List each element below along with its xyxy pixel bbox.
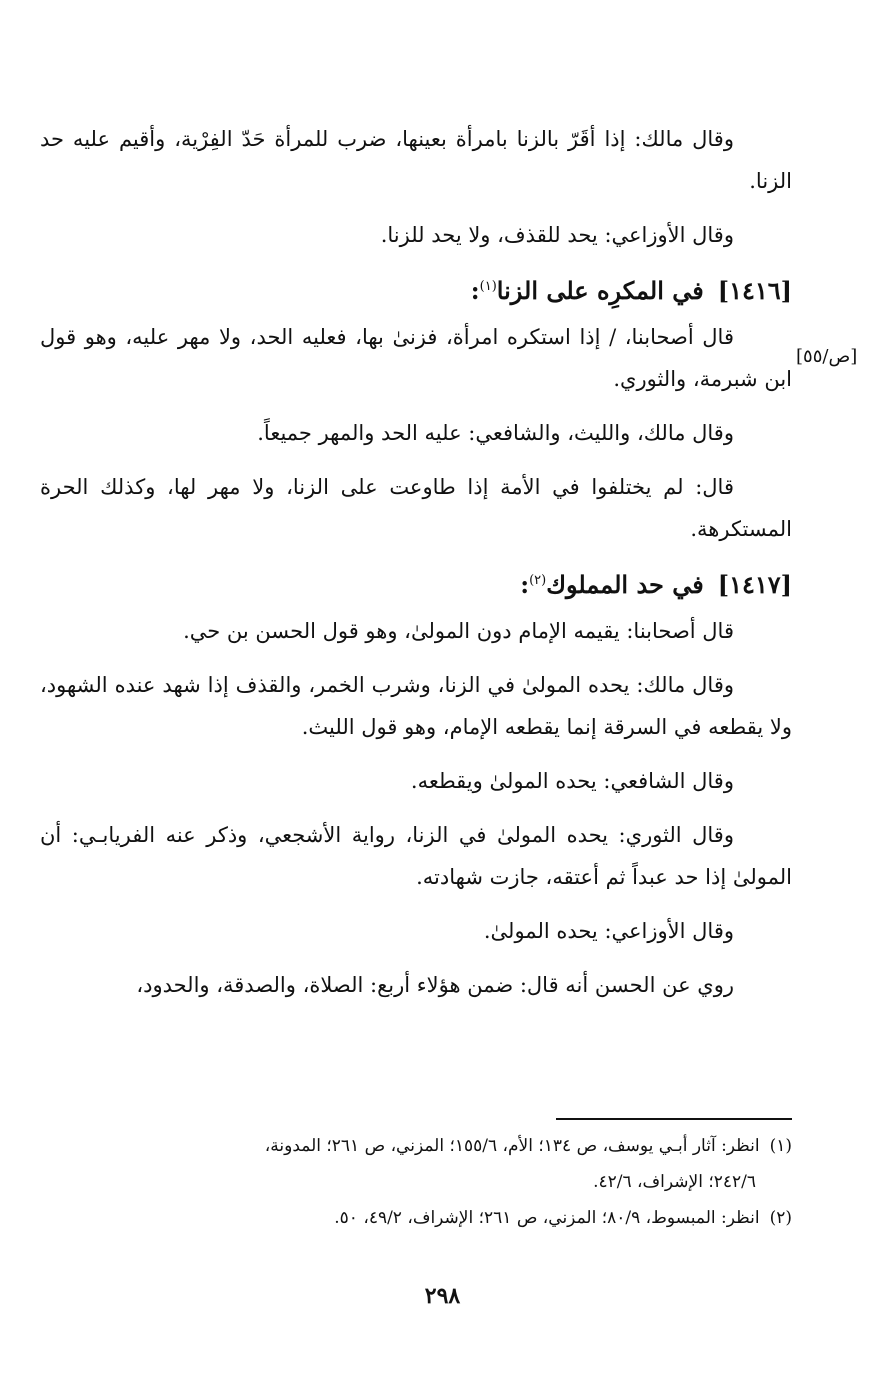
section-heading-1416 [40, 270, 792, 312]
footnote-separator [556, 1118, 792, 1120]
paragraph-malik-mawla: وقال مالك: يحده المولىٰ في الزنا، وشرب الخمر، والقذف إذا شهد عنده الشهود، ولا يقطعه في السرقة إنما يقطعه الإمام، وهو قول الليث. [40, 673, 792, 739]
footnote-ref-2: (٢) [529, 573, 547, 588]
footnote-2 [40, 1200, 792, 1236]
paragraph-awzai-mawla: وقال الأوزاعي: يحده المولىٰ. [483, 919, 734, 943]
page-body [40, 118, 792, 1006]
section-heading-1417 [40, 564, 792, 606]
footnotes [40, 1128, 792, 1236]
section-colon-1416: : [470, 276, 480, 305]
footnote-1 [40, 1128, 792, 1164]
page-number: ٢٩٨ [424, 1283, 461, 1309]
footnote-1-continuation: ٢٤٢/٦؛ الإشراف، ٤٢/٦. [593, 1172, 756, 1192]
footnote-1-number: (١) [769, 1136, 792, 1156]
section-colon-1417: : [520, 570, 530, 599]
paragraph-shafii-mawla: وقال الشافعي: يحده المولىٰ ويقطعه. [410, 769, 734, 793]
footnote-1-text: انظر: آثار أبـي يوسف، ص ١٣٤؛ الأم، ١٥٥/٦؛ المزني، ص ٢٦١؛ المدونة، [264, 1136, 760, 1156]
section-title-1416: في المكرِه على الزنا [496, 276, 704, 305]
paragraph-ashabuna-coercion: قال أصحابنا، / إذا استكره امرأة، فزنىٰ بها، فعليه الحد، ولا مهر عليه، وهو قول ابن شبرمة، والثوري. [40, 325, 792, 391]
footnote-2-text: انظر: المبسوط، ٨٠/٩؛ المزني، ص ٢٦١؛ الإشراف، ٤٩/٢، ٥٠. [334, 1208, 760, 1228]
footnote-ref-1: (١) [479, 279, 497, 294]
margin-page-reference: [ص/٥٥] [796, 346, 858, 367]
paragraph-hasan-narration: روي عن الحسن أنه قال: ضمن هؤلاء أربع: الصلاة، والصدقة، والحدود، [136, 973, 734, 997]
footnote-2-number: (٢) [769, 1208, 792, 1228]
paragraph-awzai-qadhf: وقال الأوزاعي: يحد للقذف، ولا يحد للزنا. [380, 223, 734, 247]
paragraph-malik-layth-shafii: وقال مالك، والليث، والشافعي: عليه الحد والمهر جميعاً. [257, 421, 734, 445]
paragraph-ashabuna-imam: قال أصحابنا: يقيمه الإمام دون المولىٰ، وهو قول الحسن بن حي. [183, 619, 734, 643]
section-number-1416: [١٤١٦] [717, 276, 792, 305]
paragraph-amah-agreement: قال: لم يختلفوا في الأمة إذا طاوعت على الزنا، ولا مهر لها، وكذلك الحرة المستكرهة. [40, 475, 792, 541]
section-number-1417: [١٤١٧] [717, 570, 792, 599]
paragraph-thawri-mawla: وقال الثوري: يحده المولىٰ في الزنا، رواية الأشجعي، وذكر عنه الفريابـي: أن المولىٰ إذا حد عبداً ثم أعتقه، جازت شهادته. [40, 823, 792, 889]
paragraph-malik-confession: وقال مالك: إذا أقَرّ بالزنا بامرأة بعينها، ضرب للمرأة حَدّ الفِرْية، وأقيم عليه حد الزنا. [40, 127, 792, 193]
section-title-1417: في حد المملوك [546, 570, 704, 599]
